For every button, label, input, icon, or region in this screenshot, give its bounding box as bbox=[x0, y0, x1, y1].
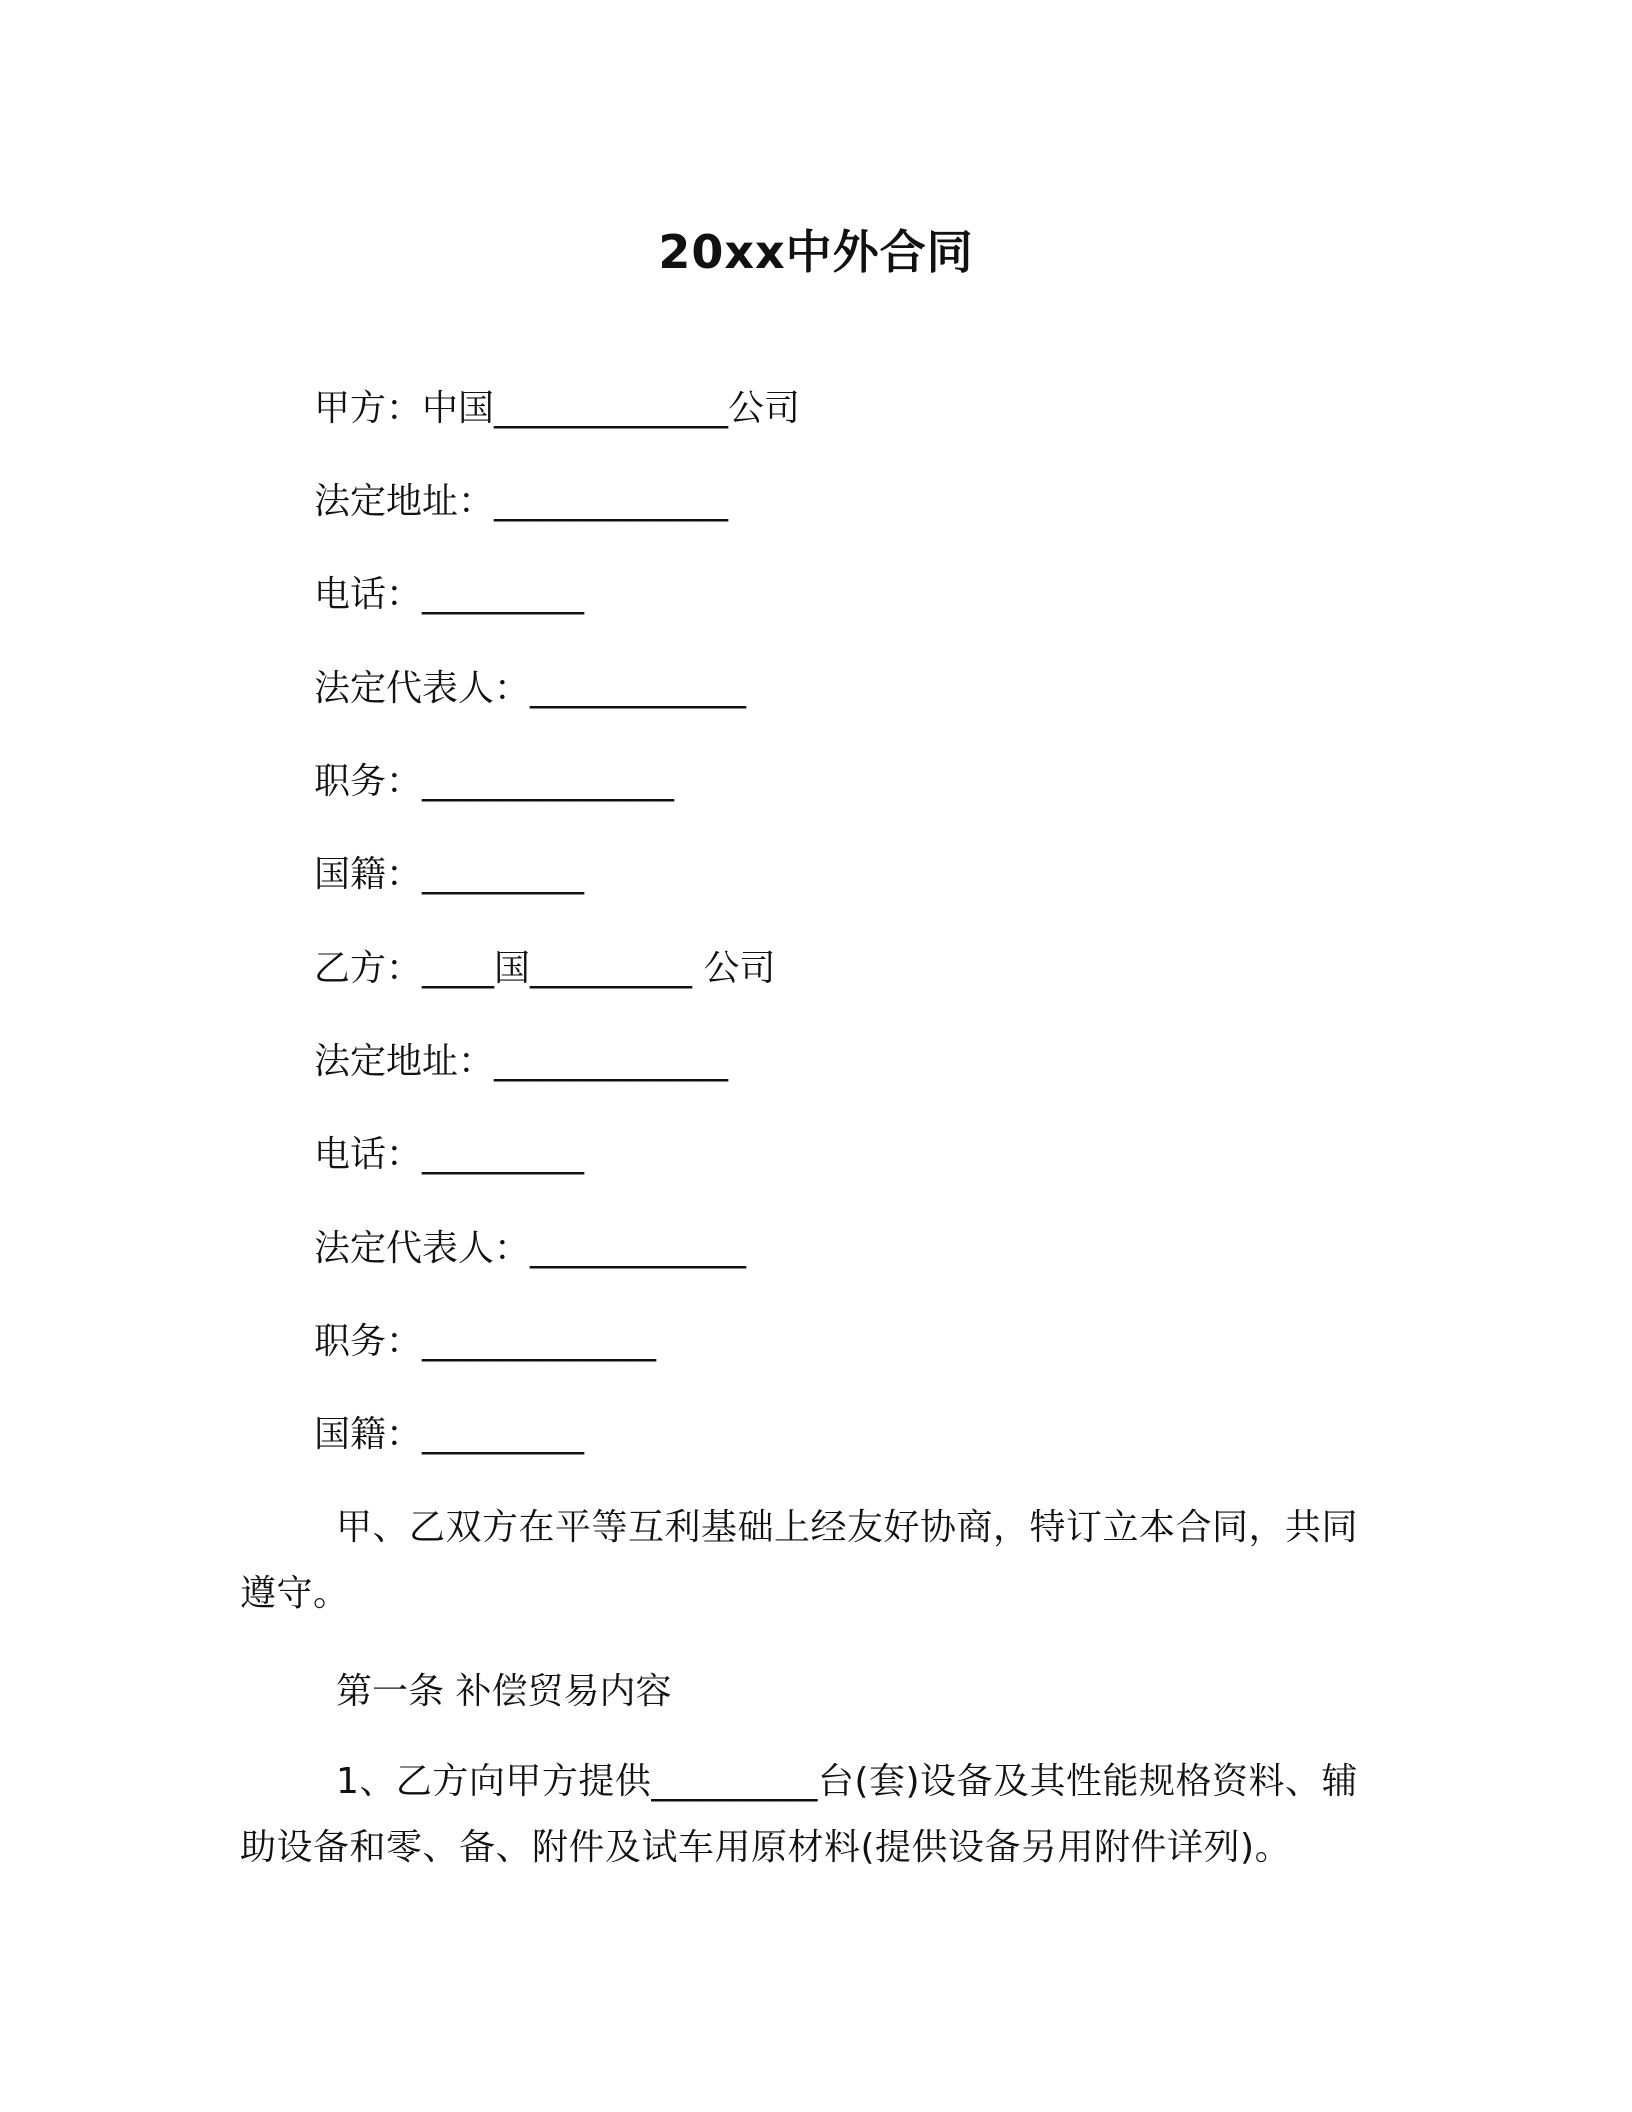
party-a-position: 职务：______________ bbox=[314, 761, 675, 802]
party-b-nationality: 国籍：_________ bbox=[314, 1414, 585, 1455]
party-b-address: 法定地址：_____________ bbox=[314, 1041, 729, 1082]
party-a-phone: 电话：_________ bbox=[314, 574, 585, 615]
party-a-representative: 法定代表人：____________ bbox=[314, 668, 747, 709]
party-b-name: 乙方：____国_________ 公司 bbox=[314, 948, 776, 989]
document-title: 20xx中外合同 bbox=[658, 225, 974, 279]
article-1-item-1: 1、乙方向甲方提供_________台(套)设备及其性能规格资料、辅助设备和零、备、附件及试车用原材料(提供设备另用附件详列)。 bbox=[240, 1761, 1358, 1868]
party-a-address: 法定地址：_____________ bbox=[314, 481, 729, 522]
party-b-position: 职务：_____________ bbox=[314, 1321, 657, 1362]
party-a-name: 甲方：中国_____________公司 bbox=[314, 388, 801, 429]
party-a-nationality: 国籍：_________ bbox=[314, 854, 585, 895]
preamble-paragraph: 甲、乙双方在平等互利基础上经友好协商，特订立本合同，共同遵守。 bbox=[240, 1507, 1359, 1614]
article-1-heading: 第一条 补偿贸易内容 bbox=[336, 1671, 672, 1712]
party-b-phone: 电话：_________ bbox=[314, 1134, 585, 1175]
party-b-representative: 法定代表人：____________ bbox=[314, 1228, 747, 1269]
